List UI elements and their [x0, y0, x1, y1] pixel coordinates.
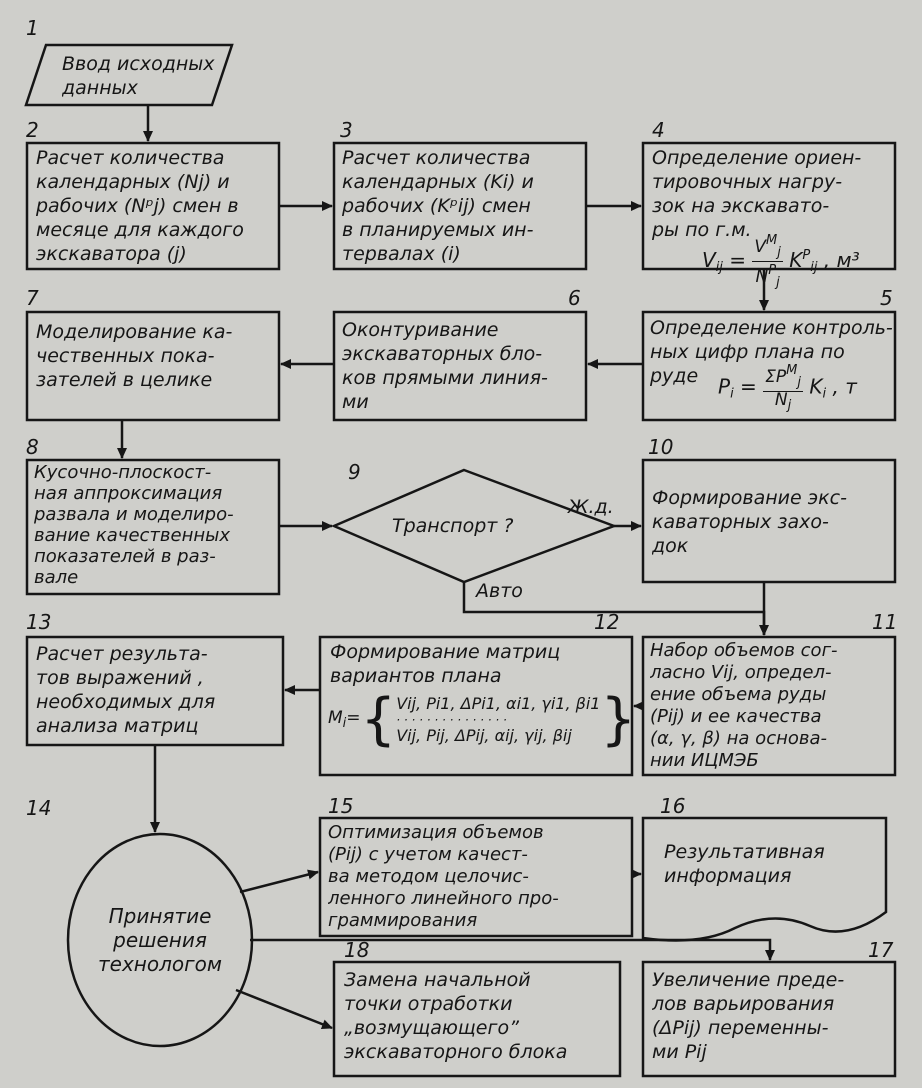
formula-5-num-sub: j — [797, 375, 802, 390]
node-13-text: Расчет результа- тов выражений , необходимых для анализа матриц — [36, 643, 216, 737]
formula-4-num-sub: j — [777, 245, 781, 260]
formula-4-lhs: V — [702, 248, 716, 272]
formula-5-num: ΣP — [765, 367, 787, 387]
node-16-number: 16 — [660, 794, 686, 818]
formula-5-den-sub: j — [787, 398, 792, 413]
arrow-14-15 — [240, 872, 318, 892]
formula-5-k: K — [803, 374, 823, 399]
formula-4-k: K — [782, 248, 803, 272]
formula-5-lhs: P — [718, 374, 731, 399]
node-10-text: Формирование экс- каваторных захо- док — [652, 487, 847, 557]
node-8-text: Кусочно-плоскост- ная аппроксимация развала и моделиро- вание качественных показателей в раз- вале — [34, 462, 234, 588]
node-9-text: Транспорт ? — [392, 515, 514, 537]
branch-label-rail: Ж.д. — [568, 496, 614, 518]
node-16-text: Результативная информация — [664, 841, 825, 887]
node-12-text: Формирование матриц вариантов плана — [330, 641, 561, 687]
formula-5-k-sub: i — [822, 386, 827, 402]
node-11-text: Набор объемов сог- ласно Vij, определ- ение объема руды (Pij) и ее качества (α, γ, β) на основа- нии ИЦМЭБ — [650, 640, 838, 771]
formula-4-num: V — [754, 237, 767, 257]
formula-12-right-brace: } — [600, 687, 637, 752]
formula-4-k-sub: ij — [810, 260, 818, 275]
formula-12-left-brace: { — [360, 687, 397, 752]
node-3-text: Расчет количества календарных (Ki) и рабочих (Kᵖij) смен в планируемых ин- тервалах (i) — [342, 147, 534, 265]
node-6-number: 6 — [568, 286, 581, 310]
formula-4-num-sup: M — [766, 233, 778, 248]
node-7-number: 7 — [26, 286, 39, 310]
branch-label-auto: Авто — [476, 580, 523, 602]
formula-5-den: N — [774, 390, 788, 410]
formula-4-den: N — [755, 267, 769, 287]
formula-12-matrix — [396, 693, 600, 747]
formula-4-lhs-sub: ij — [715, 260, 723, 275]
node-12-number: 12 — [594, 610, 620, 634]
formula-4-fraction — [752, 232, 782, 291]
node-7-text: Моделирование ка- чественных пока- зателей в целике — [36, 321, 233, 391]
formula-5 — [718, 362, 857, 414]
node-4-text: Определение ориен- тировочных нагру- зок на экскавато- ры по г.м. — [652, 147, 862, 241]
node-14-text: Принятие решения технологом — [98, 904, 222, 976]
node-11-number: 11 — [872, 610, 898, 634]
formula-4-unit: , м³ — [817, 248, 860, 272]
formula-4-k-sup: P — [802, 248, 811, 263]
node-1-text: Ввод исходных данных — [62, 53, 215, 99]
formula-4-den-sup: P — [768, 263, 777, 278]
node-8-number: 8 — [26, 435, 39, 459]
formula-5-eq: = — [733, 374, 764, 399]
node-10-number: 10 — [648, 435, 674, 459]
formula-5-lhs-sub: i — [730, 386, 734, 402]
formula-12-lhs-wrap — [328, 709, 361, 731]
formula-12 — [328, 687, 637, 752]
formula-5-num-sup: M — [786, 363, 798, 378]
node-5-number: 5 — [880, 286, 893, 310]
node-15-number: 15 — [328, 794, 354, 818]
arrow-14-18 — [236, 990, 332, 1028]
formula-12-row2: Vij, Pij, ΔPij, αij, γij, βij — [396, 726, 572, 745]
formula-4 — [702, 232, 860, 291]
node-1-number: 1 — [26, 16, 39, 40]
formula-4-eq: = — [722, 248, 753, 272]
node-2-number: 2 — [26, 118, 39, 142]
node-18-number: 18 — [344, 938, 370, 962]
node-4-number: 4 — [652, 118, 665, 142]
formula-4-den-sub: j — [776, 275, 780, 290]
formula-12-dots: · · · · · · · · · · · · · · · — [396, 713, 507, 727]
node-3-number: 3 — [340, 118, 353, 142]
node-14-number: 14 — [26, 796, 52, 820]
node-9-number: 9 — [348, 460, 361, 484]
node-2-text: Расчет количества календарных (Nj) и рабочих (Nᵖj) смен в месяце для каждого экскаватора (j) — [36, 147, 244, 265]
arrow-14-17 — [250, 940, 770, 960]
formula-5-unit: , т — [826, 374, 857, 399]
formula-5-fraction — [763, 362, 803, 414]
formula-12-row1: Vij, Pi1, ΔPi1, αi1, γi1, βi1 — [396, 694, 601, 713]
formula-12-lhs: M — [328, 707, 343, 728]
node-17-text: Увеличение преде- лов варьирования (ΔPij) переменны- ми Pij — [652, 969, 845, 1063]
node-5-text: Определение контроль- ных цифр плана по руде — [650, 317, 893, 387]
node-18-text: Замена начальной точки отработки „возмущающего” экскаваторного блока — [344, 969, 568, 1063]
node-13-number: 13 — [26, 610, 52, 634]
node-6-text: Оконтуривание экскаваторных бло- ков прямыми линия- ми — [342, 319, 548, 413]
formula-12-eq: = — [346, 707, 361, 728]
formula-12-lhs-sub: i — [342, 715, 347, 731]
node-17-number: 17 — [868, 938, 894, 962]
node-15-text: Оптимизация объемов (Pij) с учетом качест- ва методом целочис- ленного линейного про- граммирования — [328, 822, 559, 931]
